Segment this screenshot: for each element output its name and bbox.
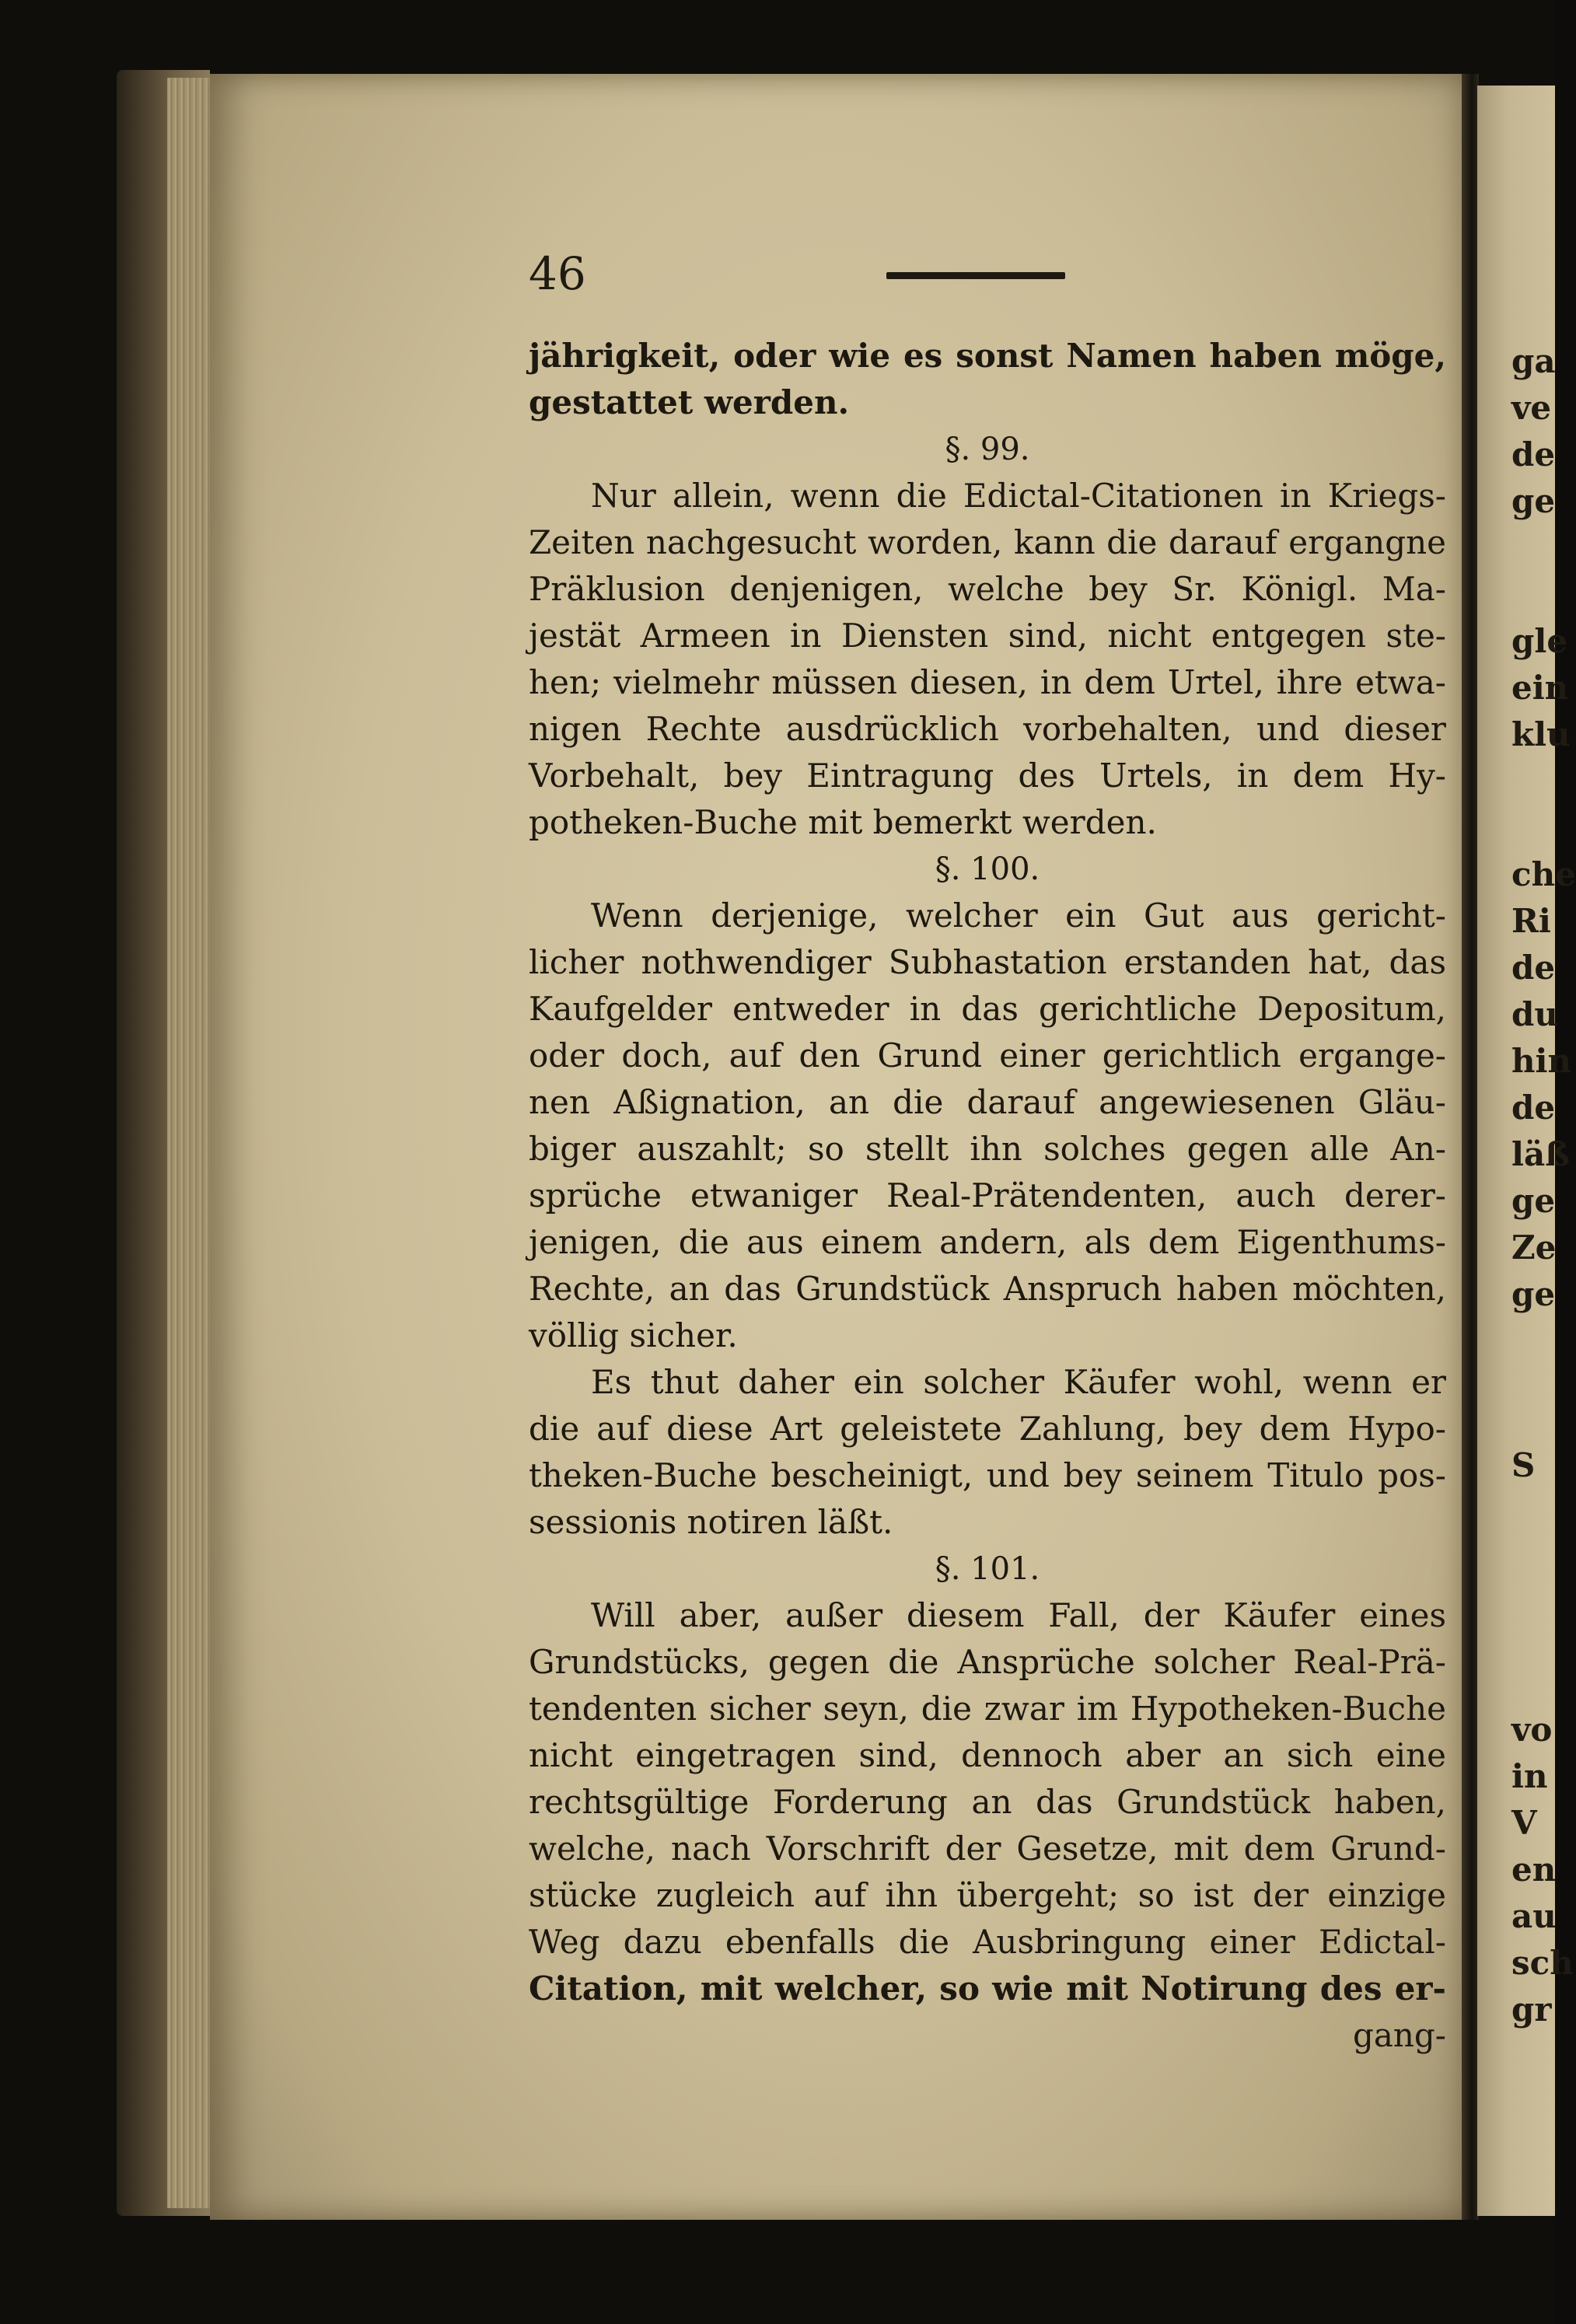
fragment-text: ge (1511, 1182, 1556, 1220)
text-line: jährigkeit, oder wie es sonst Namen haben möge, (529, 337, 1446, 375)
text-line: gestattet werden. (529, 383, 850, 421)
book-gutter (1462, 74, 1479, 2220)
text-line: potheken-Buche mit bemerkt werden. (529, 803, 1157, 841)
fragment-text: klu (1511, 715, 1571, 753)
text-line: Rechte, an das Grundstück Anspruch haben möchten, (529, 1270, 1446, 1308)
text-line: jenigen, die aus einem andern, als dem Eigenthums- (529, 1223, 1446, 1261)
text-line: Citation, mit welcher, so wie mit Notirung des er- (529, 1969, 1446, 2008)
section-heading: §. 101. (935, 1551, 1040, 1587)
text-line: jestät Armeen in Diensten sind, nicht entgegen ste- (529, 617, 1446, 655)
fragment-text: V (1511, 1804, 1537, 1842)
catchword: gang- (1352, 2016, 1446, 2054)
text-line: die auf diese Art geleistete Zahlung, bey dem Hypo- (529, 1410, 1446, 1448)
fragment-text: ga (1511, 342, 1556, 380)
fragment-text: sch (1511, 1944, 1574, 1982)
section-heading: §. 100. (935, 851, 1040, 887)
text-line: Präklusion denjenigen, welche bey Sr. Königl. Ma- (529, 570, 1446, 608)
text-line: Grundstücks, gegen die Ansprüche solcher Real-Prä- (529, 1643, 1446, 1681)
text-line: biger auszahlt; so stellt ihn solches gegen alle An- (529, 1130, 1446, 1168)
text-line: völlig sicher. (529, 1316, 738, 1354)
fragment-text: de (1511, 949, 1556, 987)
text-line: Wenn derjenige, welcher ein Gut aus gericht- (591, 896, 1446, 935)
text-line: nen Aßignation, an die darauf angewiesenen Gläu- (529, 1083, 1446, 1121)
fragment-text: läß (1511, 1135, 1571, 1173)
text-line: Zeiten nachgesucht worden, kann die darauf ergangne (529, 523, 1446, 561)
text-line: theken-Buche bescheinigt, und bey seinem Titulo pos- (529, 1456, 1446, 1494)
fragment-text: ein (1511, 669, 1569, 707)
fragment-text: Ze (1511, 1228, 1557, 1267)
text-line: sprüche etwaniger Real-Prätendenten, auch derer- (529, 1176, 1446, 1214)
header-rule (886, 272, 1065, 279)
fragment-text: S (1511, 1446, 1536, 1484)
fragment-text: vo (1511, 1711, 1553, 1749)
page-header (529, 247, 1446, 302)
text-line: Nur allein, wenn die Edictal-Citationen in Kriegs- (591, 477, 1446, 515)
text-line: Kaufgelder entweder in das gerichtliche Depositum, (529, 990, 1446, 1028)
text-line: Es thut daher ein solcher Käufer wohl, wenn er (591, 1363, 1446, 1401)
fragment-text: in (1511, 1757, 1548, 1795)
fragment-text: che (1511, 855, 1576, 893)
adjacent-page-fragment (1477, 86, 1576, 2216)
text-line: stücke zugleich auf ihn übergeht; so ist der einzige (529, 1876, 1446, 1914)
text-line: licher nothwendiger Subhastation erstanden hat, das (529, 943, 1446, 981)
text-line: nicht eingetragen sind, dennoch aber an sich eine (529, 1736, 1446, 1774)
text-line: sessionis notiren läßt. (529, 1503, 893, 1541)
text-line: tendenten sicher seyn, die zwar im Hypotheken-Buche (529, 1690, 1446, 1728)
fragment-text: en (1511, 1850, 1557, 1889)
fragment-text: ve (1511, 389, 1552, 427)
fragment-text: hin (1511, 1042, 1572, 1080)
fragment-text: de (1511, 435, 1556, 474)
text-line: hen; vielmehr müssen diesen, in dem Urtel, ihre etwa- (529, 663, 1446, 701)
body-text (529, 333, 1446, 2059)
text-line: Weg dazu ebenfalls die Ausbringung einer Edictal- (529, 1923, 1446, 1961)
fragment-text: de (1511, 1089, 1556, 1127)
fragment-text: gr (1511, 1990, 1552, 2029)
fragment-text: au (1511, 1897, 1557, 1935)
text-line: nigen Rechte ausdrücklich vorbehalten, und dieser (529, 710, 1446, 748)
fragment-text: gle (1511, 622, 1568, 660)
section-heading: §. 99. (945, 432, 1030, 467)
page-number: 46 (529, 247, 586, 300)
text-line: oder doch, auf den Grund einer gerichtlich ergange- (529, 1036, 1446, 1075)
text-line: rechtsgültige Forderung an das Grundstück haben, (529, 1783, 1446, 1821)
fragment-text: ge (1511, 482, 1556, 520)
fragment-text: Ri (1511, 902, 1551, 940)
text-line: welche, nach Vorschrift der Gesetze, mit dem Grund- (529, 1829, 1446, 1868)
text-line: Vorbehalt, bey Eintragung des Urtels, in dem Hy- (529, 757, 1446, 795)
fragment-text: du (1511, 995, 1558, 1033)
text-line: Will aber, außer diesem Fall, der Käufer eines (591, 1596, 1446, 1634)
fragment-text: ge (1511, 1275, 1556, 1313)
